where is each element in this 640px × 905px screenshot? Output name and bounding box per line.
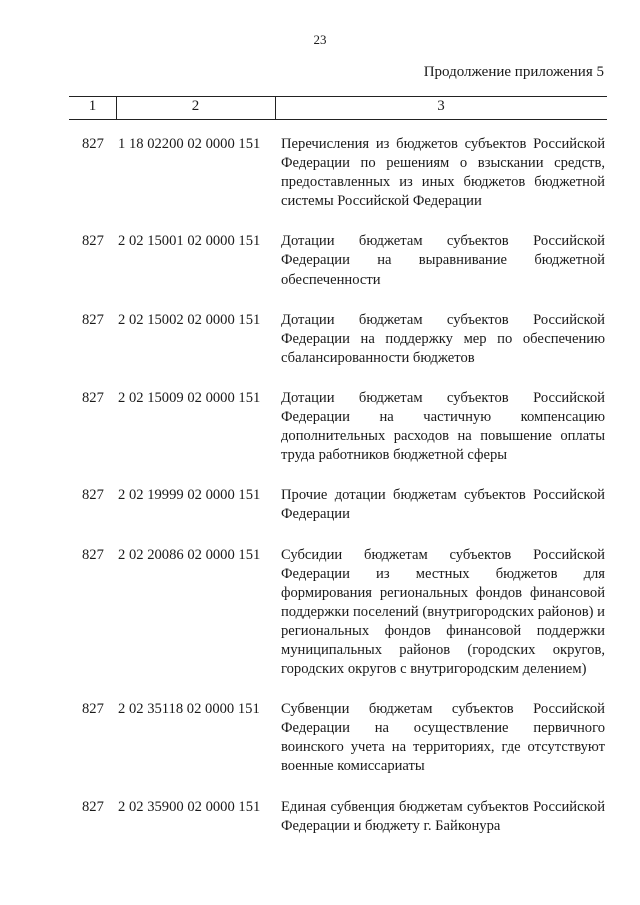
table-row [69,700,607,776]
header-col-2: 2 [191,98,200,114]
header-col-1: 1 [88,98,97,114]
admin-code-cell: 827 [82,233,104,250]
admin-code-cell: 827 [82,311,104,328]
revenue-name-cell: Субсидии бюджетам субъектов Российской Федерации из местных бюджетов для формирования региональных фондов финансовой поддержки поселений (внутригородских районов) и региональных фондов финансовой поддержки муниципальных районов (городских округов, городских округов с внутригородским делением) [281,546,605,678]
admin-code-cell: 827 [82,487,104,504]
revenue-name-cell: Дотации бюджетам субъектов Российской Федерации на выравнивание бюджетной обеспеченности [281,233,605,288]
revenue-name-cell: Дотации бюджетам субъектов Российской Федерации на частичную компенсацию дополнительных расходов на повышение оплаты труда работников бюджетной сферы [281,389,605,464]
kbk-code-cell: 2 02 19999 02 0000 151 [118,487,261,504]
header-col-3: 3 [437,98,445,114]
admin-code-cell: 827 [82,701,104,718]
revenue-name-cell: Перечисления из бюджетов субъектов Российской Федерации по решениям о взыскании средств, предоставленных из иных бюджетов бюджетной системы Российской Федерации [281,136,605,210]
table-row [69,135,607,211]
table-body [69,135,607,857]
kbk-code-cell: 1 18 02200 02 0000 151 [118,136,261,152]
table-header [69,96,607,120]
revenue-name-cell: Прочие дотации бюджетам субъектов Российской Федерации [281,487,605,523]
revenue-name-cell: Субвенции бюджетам субъектов Российской Федерации на осуществление первичного воинского учета на территориях, где отсутствуют военные комиссариаты [281,701,605,775]
appendix-continuation-label: Продолжение приложения 5 [423,64,604,80]
table-row [69,486,607,524]
kbk-code-cell: 2 02 35900 02 0000 151 [118,798,261,815]
kbk-code-cell: 2 02 35118 02 0000 151 [118,701,260,718]
table-row [69,389,607,465]
table-row [69,546,607,680]
table-row [69,232,607,289]
admin-code-cell: 827 [82,798,104,815]
kbk-code-cell: 2 02 15009 02 0000 151 [118,389,261,406]
revenue-name-cell: Дотации бюджетам субъектов Российской Федерации на поддержку мер по обеспечению сбалансированности бюджетов [281,311,605,366]
table-row [69,798,607,836]
kbk-code-cell: 2 02 15001 02 0000 151 [118,233,261,250]
admin-code-cell: 827 [82,136,104,152]
revenue-name-cell: Единая субвенция бюджетам субъектов Российской Федерации и бюджету г. Байконура [281,798,605,834]
admin-code-cell: 827 [82,389,104,406]
kbk-code-cell: 2 02 20086 02 0000 151 [118,546,261,563]
page-number: 23 [313,32,327,47]
table-row [69,311,607,368]
admin-code-cell: 827 [82,546,104,563]
kbk-code-cell: 2 02 15002 02 0000 151 [118,311,261,328]
